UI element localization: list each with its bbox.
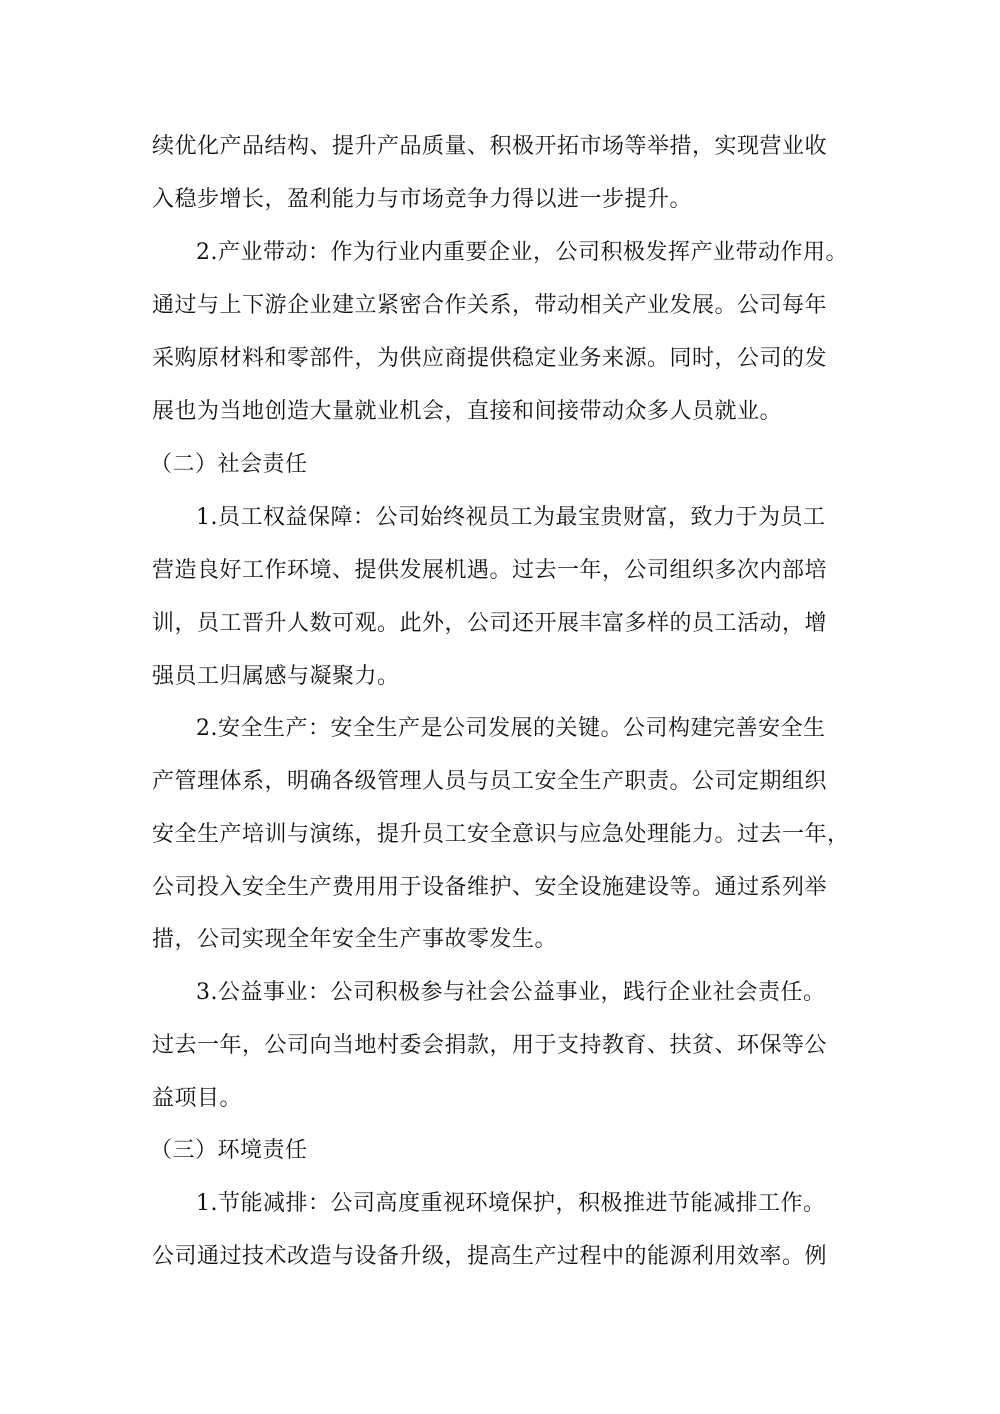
paragraph-line: 入稳步增长，盈利能力与市场竞争力得以进一步提升。 [152,187,693,212]
paragraph-line: 1.节能减排：公司高度重视环境保护，积极推进节能减排工作。 [196,1191,826,1216]
section-heading: （三）环境责任 [150,1138,308,1163]
paragraph-line: 公司通过技术改造与设备升级，提高生产过程中的能源利用效率。例 [152,1244,828,1269]
section-heading: （二）社会责任 [150,452,308,477]
paragraph-line: 过去一年，公司向当地村委会捐款，用于支持教育、扶贫、环保等公 [152,1033,828,1058]
paragraph-line: 2.安全生产：安全生产是公司发展的关键。公司构建完善安全生 [196,716,826,741]
paragraph-line: 产管理体系，明确各级管理人员与员工安全生产职责。公司定期组织 [152,769,828,794]
paragraph-line: 益项目。 [152,1086,243,1111]
paragraph-line: 采购原材料和零部件，为供应商提供稳定业务来源。同时，公司的发 [152,346,828,371]
paragraph-line: 展也为当地创造大量就业机会，直接和间接带动众多人员就业。 [152,399,783,424]
paragraph-line: 安全生产培训与演练，提升员工安全意识与应急处理能力。过去一年， [152,822,850,847]
paragraph-line: 通过与上下游企业建立紧密合作关系，带动相关产业发展。公司每年 [152,293,828,318]
paragraph-line: 3.公益事业：公司积极参与社会公益事业，践行企业社会责任。 [196,980,826,1005]
paragraph-line: 训，员工晋升人数可观。此外，公司还开展丰富多样的员工活动，增 [152,611,828,636]
paragraph-line: 强员工归属感与凝聚力。 [152,664,400,689]
paragraph-line: 营造良好工作环境、提供发展机遇。过去一年，公司组织多次内部培 [152,558,828,583]
paragraph-line: 公司投入安全生产费用用于设备维护、安全设施建设等。通过系列举 [152,875,828,900]
paragraph-line: 续优化产品结构、提升产品质量、积极开拓市场等举措，实现营业收 [152,134,828,159]
paragraph-line: 1.员工权益保障：公司始终视员工为最宝贵财富，致力于为员工 [196,505,826,530]
paragraph-line: 措，公司实现全年安全生产事故零发生。 [152,927,558,952]
paragraph-line: 2.产业带动：作为行业内重要企业，公司积极发挥产业带动作用。 [196,240,848,265]
